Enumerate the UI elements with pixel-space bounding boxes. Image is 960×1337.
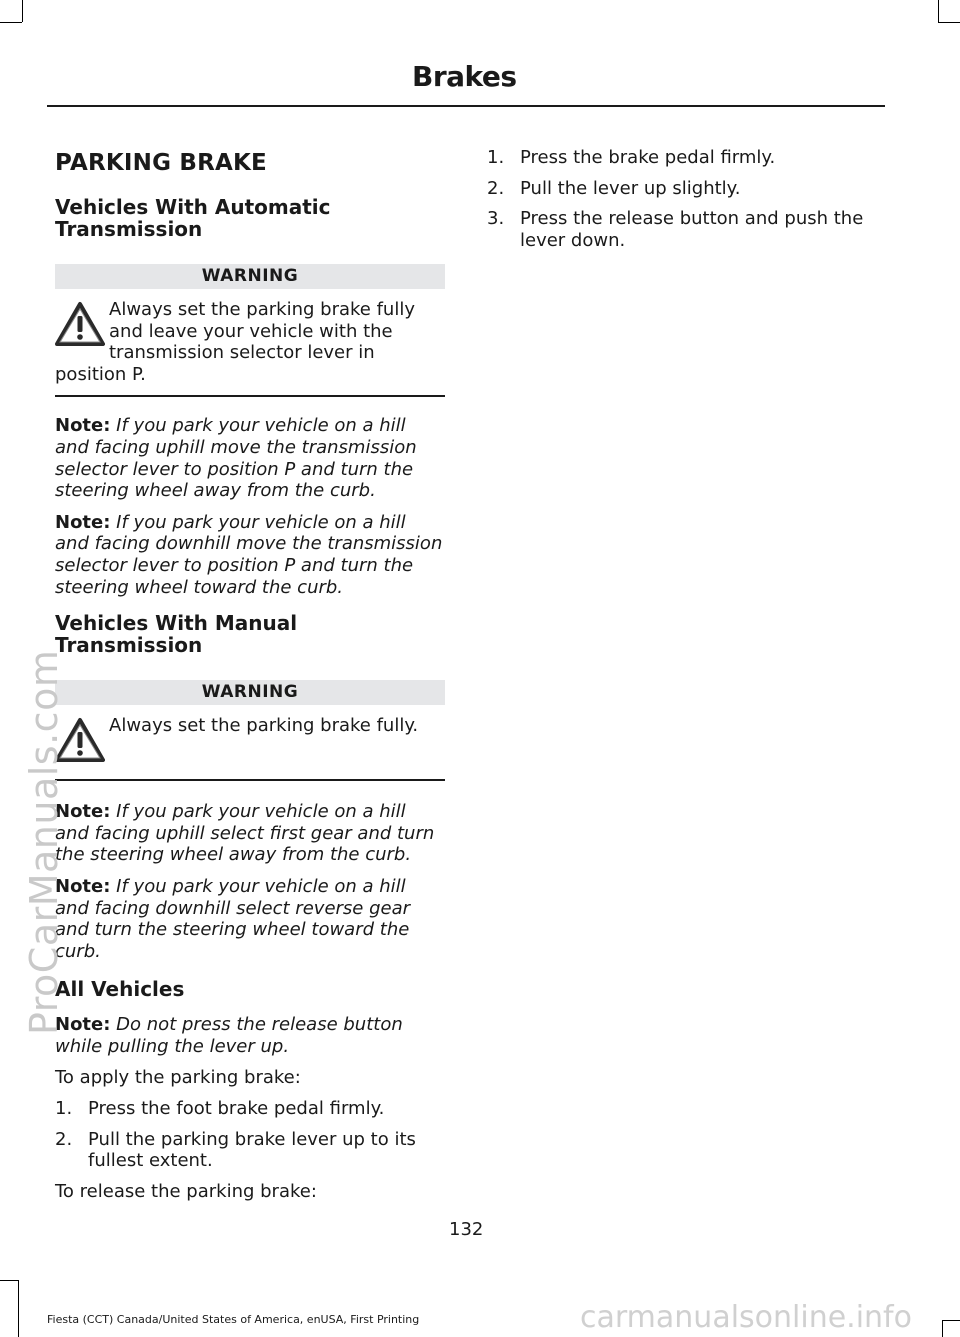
step-text: Press the foot brake pedal firmly. <box>88 1098 385 1120</box>
note-label: Note: <box>55 415 111 437</box>
crop-mark <box>0 22 22 23</box>
warning-triangle-icon <box>55 301 105 347</box>
warning-box <box>55 264 445 397</box>
list-item <box>487 178 887 200</box>
list-item <box>55 1129 445 1172</box>
warning-text: Always set the parking brake fully and leave your vehicle with the transmission selector lever in position P. <box>55 299 415 385</box>
warning-body <box>55 299 445 397</box>
crop-mark <box>0 1280 18 1281</box>
release-intro: To release the parking brake: <box>55 1180 317 1202</box>
step-number: 2. <box>55 1128 73 1150</box>
page-header-title: Brakes <box>412 60 517 93</box>
section-title: PARKING BRAKE <box>55 150 267 176</box>
note-text: If you park your vehicle on a hill and facing downhill select reverse gear and turn the steering wheel toward the curb. <box>55 875 411 962</box>
apply-steps <box>55 1098 445 1172</box>
note-text: Do not press the release button while pulling the lever up. <box>55 1014 403 1057</box>
crop-mark <box>942 1320 943 1337</box>
note-label: Note: <box>55 1014 111 1036</box>
step-number: 1. <box>55 1098 73 1120</box>
release-steps <box>487 147 887 251</box>
crop-mark <box>22 0 23 22</box>
list-item <box>487 208 887 251</box>
list-item <box>487 147 887 169</box>
list-item <box>55 1098 445 1120</box>
subheading-manual: Vehicles With Manual Transmission <box>55 611 298 658</box>
note-label: Note: <box>55 875 111 897</box>
apply-intro: To apply the parking brake: <box>55 1067 301 1089</box>
step-number: 1. <box>487 147 505 168</box>
crop-mark <box>18 1280 19 1337</box>
watermark: ProCarManuals.com <box>22 649 66 1035</box>
step-text: Press the release button and push the lever down. <box>520 208 864 251</box>
warning-body <box>55 715 445 781</box>
note-text: If you park your vehicle on a hill and facing uphill select first gear and turn the steering wheel away from the curb. <box>55 801 435 866</box>
crop-mark <box>938 22 960 23</box>
note <box>55 801 445 866</box>
subheading-automatic: Vehicles With Automatic Transmission <box>55 195 331 241</box>
warning-text: Always set the parking brake fully. <box>109 715 419 737</box>
header-rule <box>47 105 885 107</box>
note-text: If you park your vehicle on a hill and facing downhill move the transmission selector lever to position P and turn the steering wheel toward the curb. <box>55 511 443 598</box>
warning-label: WARNING <box>55 680 445 705</box>
step-text: Press the brake pedal firmly. <box>520 147 776 168</box>
note <box>55 512 445 598</box>
footer-text: Fiesta (CCT) Canada/United States of America, enUSA, First Printing <box>47 1313 420 1326</box>
warning-label: WARNING <box>55 264 445 289</box>
subheading-all-vehicles: All Vehicles <box>55 977 185 1002</box>
note-text: If you park your vehicle on a hill and facing uphill move the transmission selector lever to position P and turn the steering wheel away from the curb. <box>55 415 417 502</box>
note <box>55 1014 445 1057</box>
note-label: Note: <box>55 511 111 533</box>
page-number: 132 <box>449 1219 484 1240</box>
step-text: Pull the parking brake lever up to its fullest extent. <box>88 1128 416 1172</box>
warning-box <box>55 680 445 781</box>
note <box>55 415 445 501</box>
crop-mark <box>938 0 939 22</box>
note-label: Note: <box>55 801 111 823</box>
note <box>55 876 445 962</box>
right-column <box>487 147 887 260</box>
crop-mark <box>942 1320 960 1321</box>
left-column <box>55 140 445 1202</box>
step-number: 3. <box>487 208 505 230</box>
step-number: 2. <box>487 177 505 199</box>
watermark: carmanualsonline.info <box>580 1300 912 1335</box>
step-text: Pull the lever up slightly. <box>520 177 741 199</box>
